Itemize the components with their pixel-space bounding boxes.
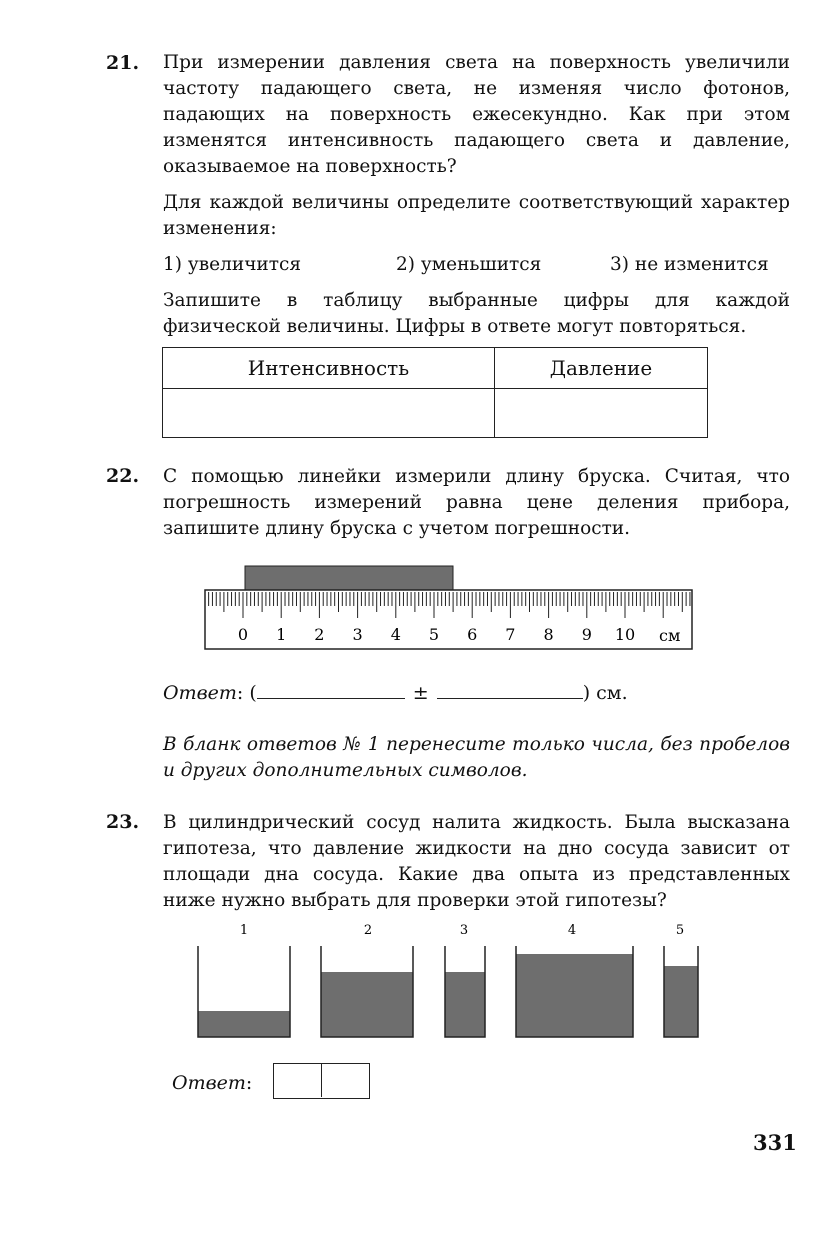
vessel-label-4: 4 [567,923,577,938]
task-21-options [163,254,790,280]
vessel-4 [516,946,633,1037]
ruler-label: 10 [614,625,636,644]
answer-box-1[interactable] [274,1064,322,1097]
ruler-label: 5 [428,625,440,644]
vessel-label-1: 1 [239,923,249,938]
answer-colon: : [245,1072,253,1094]
plus-minus-sign: ± [412,682,429,704]
ruler-label: 1 [276,625,287,644]
task-23-text: В цилиндрический сосуд налита жидкость. Была высказана гипотеза, что давление жидкости на дно сосуда зависит от площади дна сосуда. Какие два опыта из представленных ниже нужно выбрать для проверки этой гипотезы? [163,812,790,911]
length-value-field[interactable] [257,680,405,699]
option-unchanged: 3) не изменится [610,254,769,275]
vessel-3 [445,946,485,1037]
header-intensity: Интенсивность [163,348,495,389]
answer-cell-pressure[interactable] [494,389,707,438]
answer-open: : ( [236,682,257,704]
task-23-number: 23. [106,811,140,833]
answer-label: Ответ [163,682,237,704]
ruler-unit: см [659,626,681,645]
ruler-label: 6 [467,625,478,644]
vessels-figure [190,918,710,1043]
ruler-label: 3 [352,625,363,644]
task-21-answer-table [162,347,708,438]
task-21-instruction: Для каждой величины определите соответствующий характер изменения: [163,192,790,239]
answer-cell-intensity[interactable] [163,389,495,438]
vessel-label-3: 3 [459,923,469,938]
ruler-label: 2 [314,625,325,644]
ruler-label: 0 [237,625,249,644]
ruler-label: 4 [390,625,401,644]
task-21-number: 21. [106,52,140,74]
page-number: 331 [753,1130,797,1155]
error-value-field[interactable] [437,680,583,699]
option-decrease: 2) уменьшится [396,254,542,275]
ruler-label: 7 [505,625,516,644]
answer-label: Ответ [172,1072,246,1094]
block-bar [245,566,453,592]
task-23-answer-label [172,1072,252,1094]
task-21-text [163,50,790,242]
task-21-table-instruction: Запишите в таблицу выбранные цифры для каждой физической величины. Цифры в ответе могут повторяться. [163,290,790,337]
task-22-answer-line [163,680,628,704]
option-increase: 1) увеличится [163,254,302,275]
vessel-2 [321,946,413,1037]
answer-box-2[interactable] [322,1064,368,1097]
task-22-number: 22. [106,465,140,487]
task-21-question: При измерении давления света на поверхность увеличили частоту падающего света, не изменяя число фотонов, падающих на поверхность ежесекундно. Как при этом изменятся интенсивность падающего света и давление, оказываемое на поверхность? [163,52,790,177]
ruler-label: 8 [543,625,554,644]
header-pressure: Давление [494,348,707,389]
ruler-label: 9 [581,625,592,644]
ruler-figure [200,562,695,652]
vessel-label-5: 5 [675,923,685,938]
vessel-1 [198,946,290,1037]
vessel-5 [664,946,698,1037]
answer-close: ) см. [582,682,628,704]
vessel-label-2: 2 [363,923,373,938]
task-22-text: С помощью линейки измерили длину бруска. Считая, что погрешность измерений равна цене деления прибора, запишите длину бруска с учетом погрешности. [163,466,790,539]
task-22-note: В бланк ответов № 1 перенесите только числа, без пробелов и других дополнительных символов. [163,734,790,781]
task-23-answer-boxes [273,1063,370,1099]
